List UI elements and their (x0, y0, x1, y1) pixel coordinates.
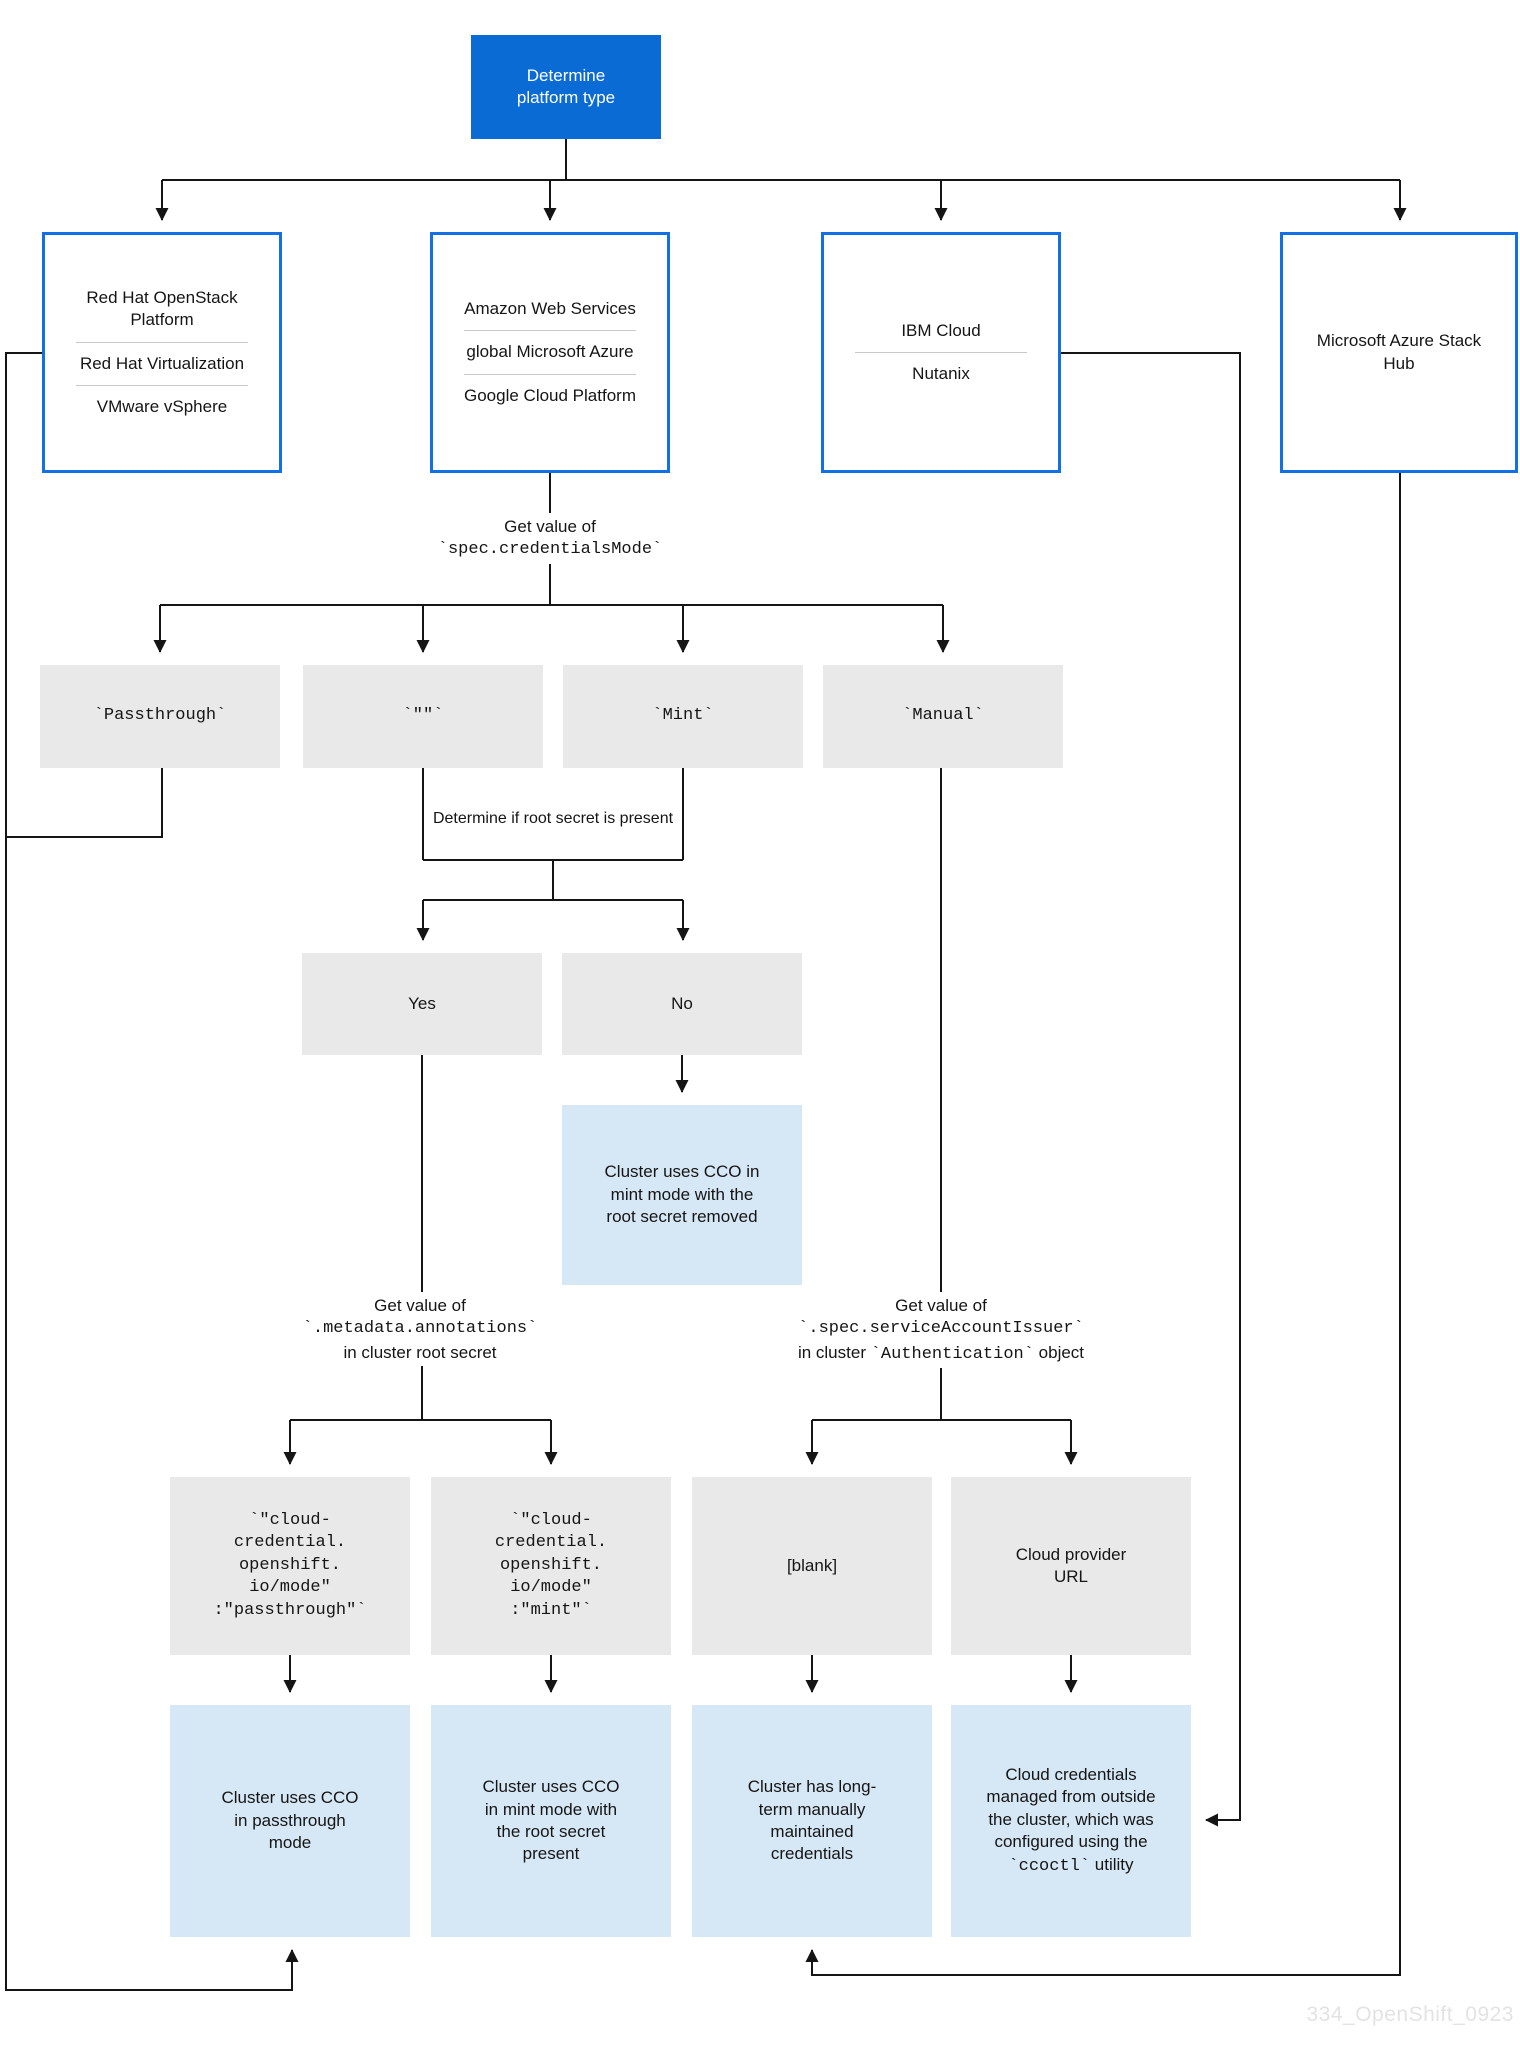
platform-item: Amazon Web Services (464, 298, 636, 318)
outcome-box-manual-credentials: Cluster has long-term manually maintained credentials (692, 1705, 932, 1937)
outcome-box-passthrough-mode: Cluster uses CCO in passthrough mode (170, 1705, 410, 1937)
outcome-box-mint-root-secret-present: Cluster uses CCO in mint mode with the root secret present (431, 1705, 671, 1937)
value-box-annotation-mint: `"cloud- credential. openshift. io/mode" :"mint"` (431, 1477, 671, 1655)
root-secret-question-label: Determine if root secret is present (430, 806, 676, 832)
platform-box-openstack-rhv-vsphere (42, 232, 282, 473)
mode-box-mint: `Mint` (563, 665, 803, 768)
platform-item: Microsoft Azure Stack Hub (1316, 331, 1482, 373)
platform-box-aws-azure-gcp (430, 232, 670, 473)
platform-item: Red Hat OpenStack Platform (86, 287, 238, 330)
value-box-blank: [blank] (692, 1477, 932, 1655)
mode-box-passthrough: `Passthrough` (40, 665, 280, 768)
determine-platform-type-label: Determine platform type (516, 65, 616, 107)
decision-box-no: No (562, 953, 802, 1055)
mode-box-manual: `Manual` (823, 665, 1063, 768)
outcome-box-mint-root-secret-removed: Cluster uses CCO in mint mode with the root secret removed (562, 1105, 802, 1285)
mode-box-empty-string: `""` (303, 665, 543, 768)
value-box-cloud-provider-url: Cloud provider URL (951, 1477, 1191, 1655)
get-credentialsmode-label: Get value of `spec.credentialsMode` (420, 513, 680, 564)
watermark-text: 334_OpenShift_0923 (1306, 2003, 1514, 2026)
platform-box-ibm-nutanix (821, 232, 1061, 473)
platform-item: IBM Cloud (901, 320, 981, 340)
platform-item: Google Cloud Platform (464, 374, 636, 417)
platform-item: Red Hat Virtualization (76, 342, 248, 385)
platform-item: Nutanix (855, 352, 1027, 395)
determine-platform-type-box (471, 35, 661, 139)
platform-box-azure-stack-hub (1280, 232, 1518, 473)
decision-box-yes: Yes (302, 953, 542, 1055)
platform-item: VMware vSphere (76, 385, 248, 428)
get-service-account-issuer-label: Get value of `.spec.serviceAccountIssuer` in cluster `Authentication` object (781, 1292, 1101, 1368)
platform-item: global Microsoft Azure (464, 330, 636, 373)
get-annotations-label: Get value of `.metadata.annotations` in cluster root secret (275, 1292, 565, 1366)
value-box-annotation-passthrough: `"cloud- credential. openshift. io/mode" :"passthrough"` (170, 1477, 410, 1655)
outcome-box-ccoctl: Cloud credentials managed from outside the cluster, which was configured using the `ccoctl` utility (951, 1705, 1191, 1937)
